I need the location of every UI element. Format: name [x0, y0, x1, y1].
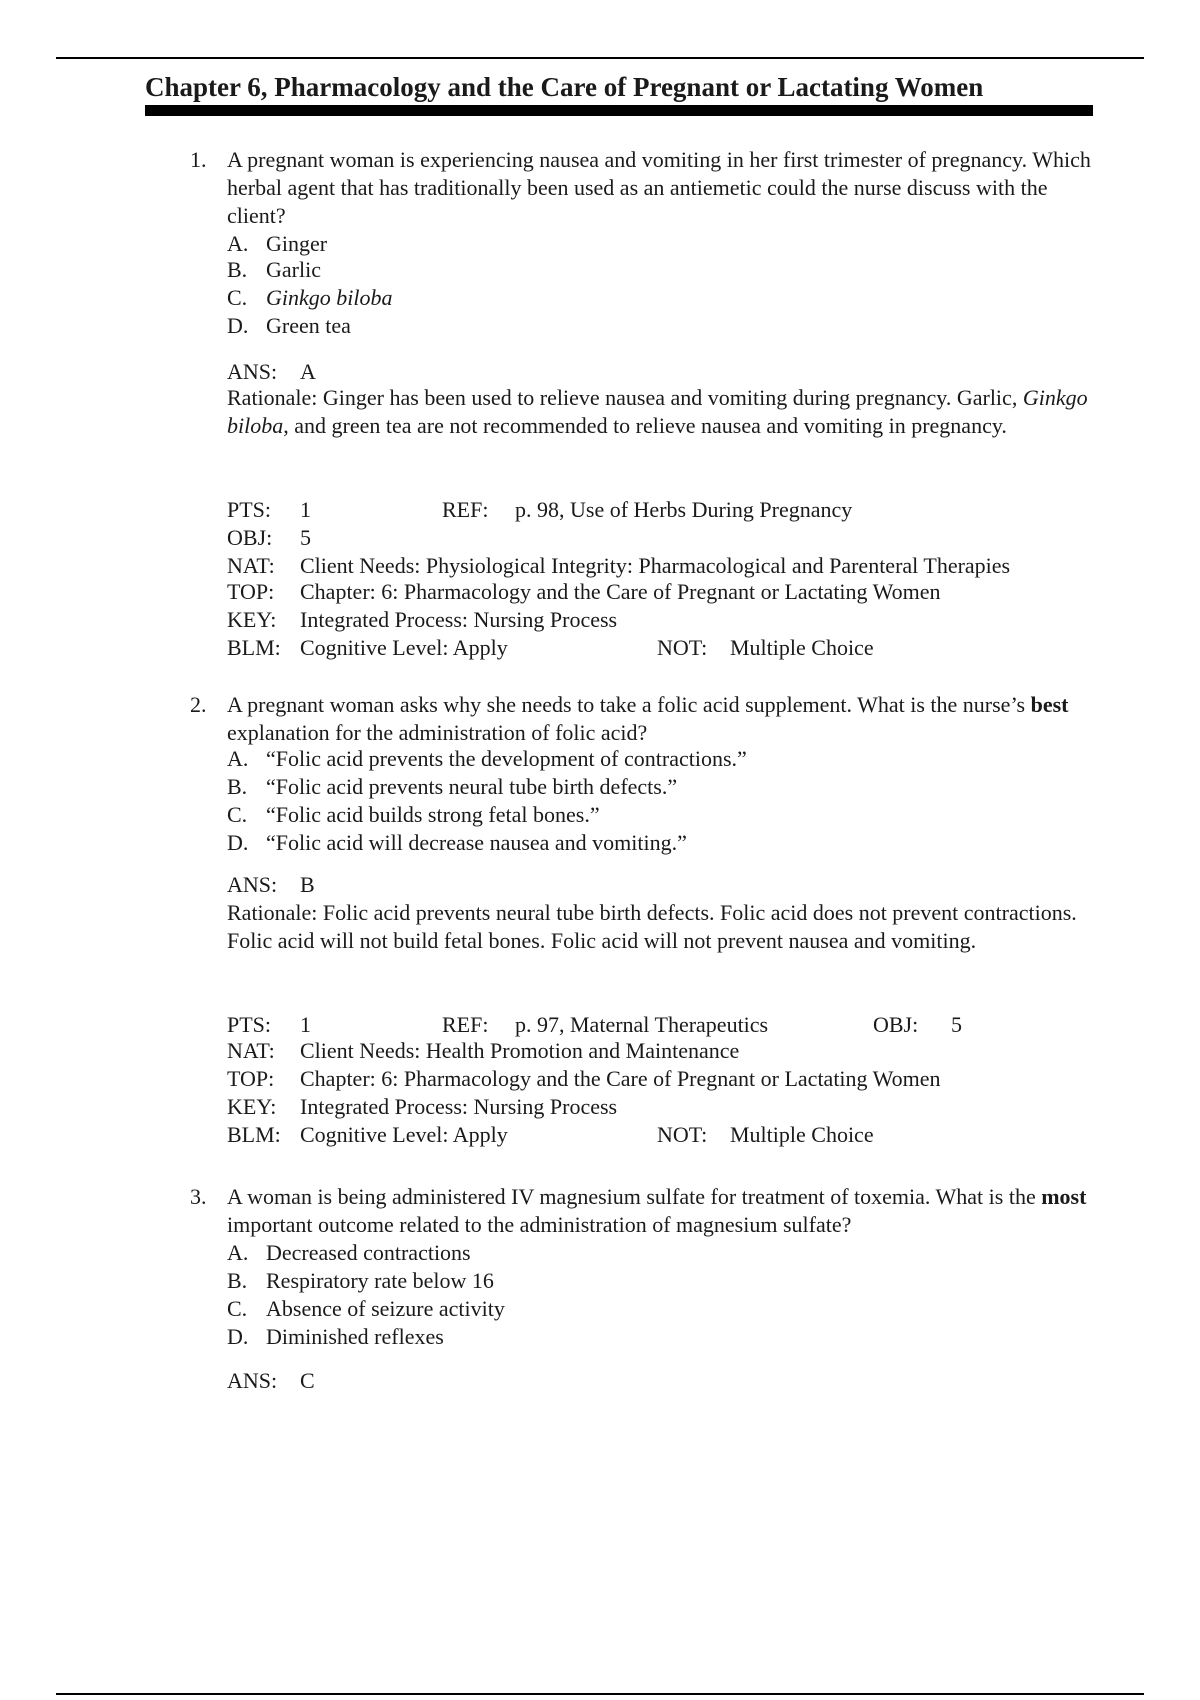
option-text: “Folic acid prevents neural tube birth defects.”	[266, 774, 678, 799]
option-letter: C.	[227, 1296, 248, 1321]
meta-top	[227, 1065, 941, 1093]
question-stem	[227, 1183, 1097, 1239]
option-letter: D.	[227, 830, 249, 855]
meta-blm	[227, 634, 508, 662]
option-text: Decreased contractions	[266, 1240, 471, 1265]
meta-value: Client Needs: Health Promotion and Maintenance	[300, 1038, 740, 1063]
option-letter: B.	[227, 257, 248, 282]
meta-obj	[873, 1011, 962, 1039]
option-text: Ginkgo biloba	[266, 285, 393, 310]
option-letter: A.	[227, 746, 249, 771]
meta-value: p. 97, Maternal Therapeutics	[515, 1012, 769, 1037]
meta-label: KEY:	[227, 607, 277, 632]
question-stem: A pregnant woman is experiencing nausea and vomiting in her first trimester of pregnancy. Which herbal agent that has traditionally been used as an antiemetic could the nurse discuss with the client?	[227, 147, 1091, 228]
meta-value: Client Needs: Physiological Integrity: Pharmacological and Parenteral Therapies	[300, 553, 1011, 578]
meta-pts	[227, 496, 311, 524]
meta-value: 5	[951, 1012, 962, 1037]
option-b	[227, 773, 677, 801]
meta-nat	[227, 1037, 739, 1065]
option-d	[227, 1323, 444, 1351]
rationale	[227, 384, 1097, 440]
meta-label: NOT:	[657, 635, 708, 660]
option-letter: D.	[227, 313, 249, 338]
option-letter: A.	[227, 1240, 249, 1265]
meta-obj	[227, 524, 311, 552]
meta-label: REF:	[442, 497, 489, 522]
question-number: 3.	[190, 1184, 207, 1209]
meta-nat	[227, 552, 1010, 580]
option-d	[227, 829, 687, 857]
option-text: Absence of seizure activity	[266, 1296, 505, 1321]
option-text: “Folic acid will decrease nausea and vomiting.”	[266, 830, 687, 855]
answer-label: ANS:	[227, 359, 278, 384]
answer-line	[227, 358, 316, 386]
option-c	[227, 801, 600, 829]
meta-label: NAT:	[227, 1038, 275, 1063]
meta-label: KEY:	[227, 1094, 277, 1119]
option-b	[227, 256, 321, 284]
meta-label: BLM:	[227, 1122, 281, 1147]
option-letter: B.	[227, 774, 248, 799]
top-rule	[56, 57, 1144, 59]
meta-key	[227, 606, 617, 634]
question-stem	[227, 691, 1097, 747]
option-text: Respiratory rate below 16	[266, 1268, 494, 1293]
rationale-text: , and green tea are not recommended to relieve nausea and vomiting in pregnancy.	[283, 413, 1007, 438]
meta-label: TOP:	[227, 1066, 275, 1091]
meta-not	[657, 634, 874, 662]
rationale-text: Rationale: Ginger has been used to relieve nausea and vomiting during pregnancy. Garlic,	[227, 385, 1023, 410]
option-b	[227, 1267, 494, 1295]
meta-value: Integrated Process: Nursing Process	[300, 1094, 618, 1119]
meta-value: Chapter: 6: Pharmacology and the Care of Pregnant or Lactating Women	[300, 579, 941, 604]
answer-line	[227, 1367, 315, 1395]
option-text: Diminished reflexes	[266, 1324, 444, 1349]
stem-text: A pregnant woman asks why she needs to take a folic acid supplement. What is the nurse’s	[227, 692, 1031, 717]
option-text: “Folic acid prevents the development of contractions.”	[266, 746, 747, 771]
meta-label: OBJ:	[227, 525, 273, 550]
option-letter: B.	[227, 1268, 248, 1293]
rationale-italic-text: Ginkgo biloba	[227, 385, 1088, 438]
meta-value: Cognitive Level: Apply	[300, 1122, 508, 1147]
meta-value: 5	[300, 525, 311, 550]
meta-label: TOP:	[227, 579, 275, 604]
option-letter: D.	[227, 1324, 249, 1349]
meta-label: PTS:	[227, 497, 272, 522]
meta-label: PTS:	[227, 1012, 272, 1037]
option-letter: C.	[227, 802, 248, 827]
question-number: 2.	[190, 692, 207, 717]
meta-value: Cognitive Level: Apply	[300, 635, 508, 660]
option-text: “Folic acid builds strong fetal bones.”	[266, 802, 600, 827]
meta-value: Multiple Choice	[730, 635, 874, 660]
answer-label: ANS:	[227, 1368, 278, 1393]
option-c	[227, 1295, 505, 1323]
page-title: Chapter 6, Pharmacology and the Care of Pregnant or Lactating Women	[145, 72, 984, 102]
meta-label: OBJ:	[873, 1012, 919, 1037]
answer-value: A	[300, 359, 316, 384]
stem-text: important outcome related to the administration of magnesium sulfate?	[227, 1212, 852, 1237]
meta-value: 1	[300, 497, 311, 522]
option-text: Garlic	[266, 257, 321, 282]
meta-value: Integrated Process: Nursing Process	[300, 607, 618, 632]
rationale: Rationale: Folic acid prevents neural tube birth defects. Folic acid does not prevent contractions. Folic acid will not build fetal bones. Folic acid will not prevent nausea and vomiting.	[227, 900, 1077, 953]
option-letter: A.	[227, 231, 249, 256]
meta-label: BLM:	[227, 635, 281, 660]
meta-ref	[442, 496, 852, 524]
meta-label: REF:	[442, 1012, 489, 1037]
option-text: Green tea	[266, 313, 351, 338]
stem-text: A woman is being administered IV magnesium sulfate for treatment of toxemia. What is the	[227, 1184, 1042, 1209]
stem-text: explanation for the administration of folic acid?	[227, 720, 648, 745]
meta-pts	[227, 1011, 311, 1039]
stem-bold-text: most	[1041, 1184, 1087, 1209]
option-a	[227, 230, 327, 258]
meta-value: p. 98, Use of Herbs During Pregnancy	[515, 497, 853, 522]
meta-not	[657, 1121, 874, 1149]
option-d	[227, 312, 351, 340]
stem-bold-text: best	[1030, 692, 1069, 717]
option-text: Ginger	[266, 231, 328, 256]
option-c	[227, 284, 393, 312]
answer-label: ANS:	[227, 872, 278, 897]
answer-value: B	[300, 872, 315, 897]
option-letter: C.	[227, 285, 248, 310]
answer-value: C	[300, 1368, 315, 1393]
meta-key	[227, 1093, 617, 1121]
question-number: 1.	[190, 147, 207, 172]
meta-label: NOT:	[657, 1122, 708, 1147]
meta-value: Chapter: 6: Pharmacology and the Care of Pregnant or Lactating Women	[300, 1066, 941, 1091]
meta-top	[227, 578, 941, 606]
meta-value: 1	[300, 1012, 311, 1037]
meta-value: Multiple Choice	[730, 1122, 874, 1147]
meta-label: NAT:	[227, 553, 275, 578]
bottom-rule	[56, 1693, 1144, 1695]
meta-ref	[442, 1011, 768, 1039]
answer-line	[227, 871, 315, 899]
title-underline-bar	[145, 105, 1093, 116]
option-a	[227, 745, 747, 773]
option-a	[227, 1239, 471, 1267]
meta-blm	[227, 1121, 508, 1149]
